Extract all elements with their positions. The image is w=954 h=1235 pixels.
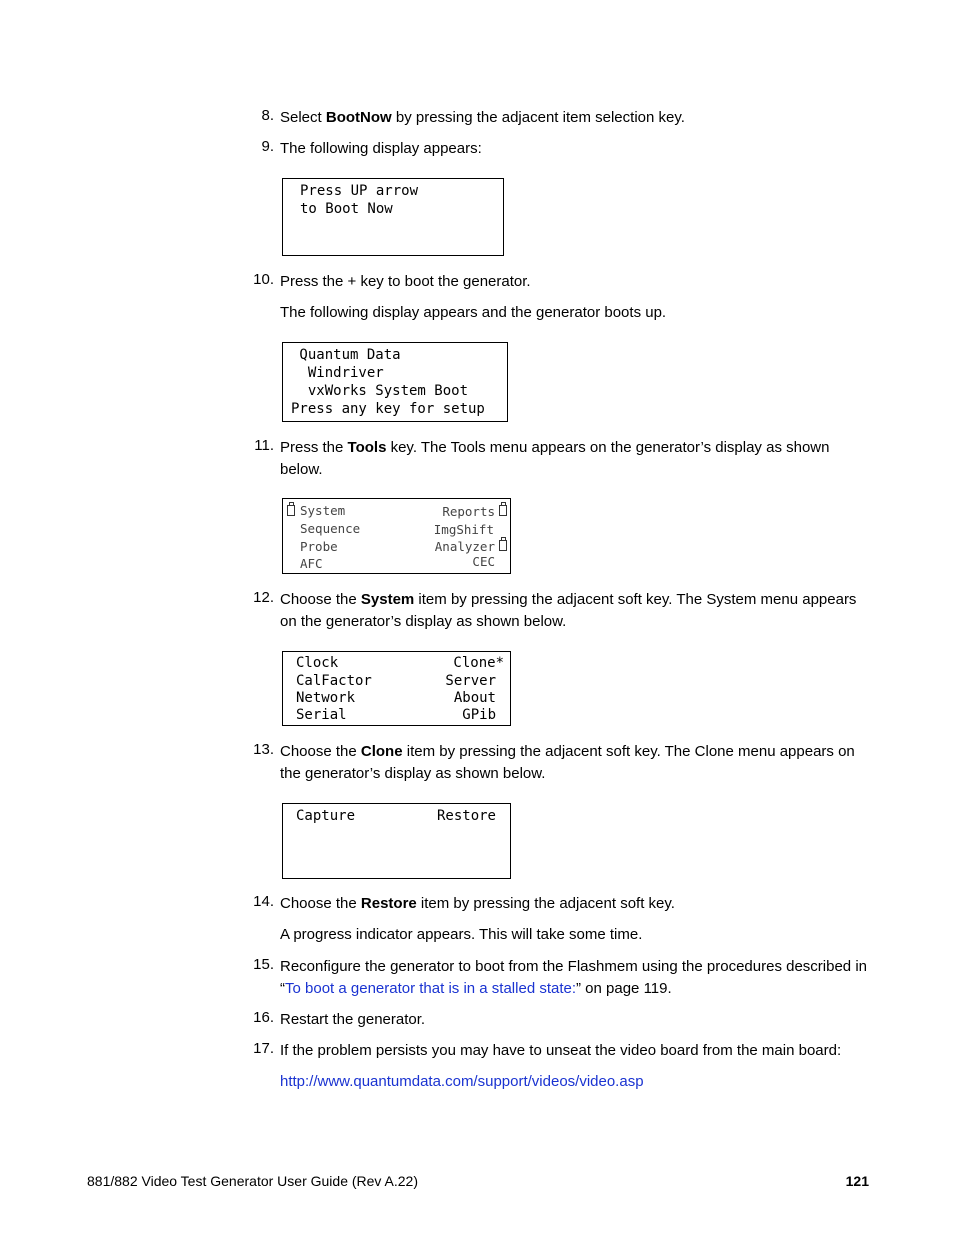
step-number: 8.: [261, 107, 274, 124]
menu-item-left: Network: [296, 690, 356, 706]
step-15-text: Reconfigure the generator to boot from the Flashmem using the procedures described in “To boot a generator that is in a stalled state:” on page 119.: [280, 958, 867, 997]
menu-item-right: Restore: [436, 808, 496, 824]
step-number: 15.: [253, 956, 274, 973]
menu-item-right: CEC: [472, 554, 495, 569]
submenu-icon: [287, 505, 295, 516]
menu-item-left: Clock: [296, 655, 339, 671]
menu-item-right: ImgShift: [433, 522, 494, 537]
menu-item-left: Sequence: [300, 521, 361, 536]
step-16-text: Restart the generator.: [280, 1011, 426, 1028]
submenu-icon: [499, 505, 507, 516]
step-11-text: Press the Tools key. The Tools menu appears on the generator’s display as shown below.: [280, 439, 830, 478]
video-url-line: [280, 1071, 870, 1093]
menu-item-left: Probe: [300, 539, 338, 554]
step-10-text: Press the + key to boot the generator.: [280, 273, 531, 290]
system-menu-display: [282, 651, 511, 726]
step-8-text: Select BootNow by pressing the adjacent item selection key.: [280, 109, 685, 126]
menu-item-right: Reports: [442, 504, 495, 519]
display-line: vxWorks System Boot: [291, 383, 469, 399]
menu-item-right: Clone*: [453, 655, 504, 671]
step-number: 16.: [253, 1009, 274, 1026]
step-number: 10.: [253, 271, 274, 288]
boot-prompt-display: [282, 178, 504, 256]
display-line: Press UP arrow: [300, 183, 419, 199]
menu-item-left: AFC: [300, 556, 323, 571]
submenu-icon: [499, 540, 507, 551]
cross-reference-link[interactable]: To boot a generator that is in a stalled state:: [285, 979, 577, 997]
display-line: to Boot Now: [300, 201, 393, 217]
step-10-subtext: The following display appears and the generator boots up.: [280, 304, 667, 321]
menu-item-right: GPib: [462, 707, 496, 723]
display-line: Press any key for setup: [291, 401, 485, 417]
step-number: 11.: [254, 437, 274, 454]
boot-screen-display: [282, 342, 508, 422]
step-17-text: If the problem persists you may have to unseat the video board from the main board:: [280, 1042, 842, 1059]
footer-title: 881/882 Video Test Generator User Guide (Rev A.22): [87, 1173, 419, 1189]
video-url-link[interactable]: http://www.quantumdata.com/support/videos/video.asp: [280, 1073, 644, 1090]
step-number: 12.: [253, 589, 274, 606]
step-number: 14.: [253, 893, 274, 910]
menu-item-right: Server: [445, 673, 496, 689]
step-13-text: Choose the Clone item by pressing the adjacent soft key. The Clone menu appears on the generator’s display as shown below.: [280, 743, 855, 782]
menu-item-right: Analyzer: [434, 539, 495, 554]
clone-menu-display: [282, 803, 511, 879]
step-12-text: Choose the System item by pressing the adjacent soft key. The System menu appears on the generator’s display as shown below.: [280, 591, 857, 630]
step-14-subtext: A progress indicator appears. This will take some time.: [280, 926, 643, 943]
step-number: 13.: [253, 741, 274, 758]
menu-item-right: About: [453, 690, 496, 706]
step-number: 9.: [261, 138, 274, 155]
step-14-text: Choose the Restore item by pressing the adjacent soft key.: [280, 895, 675, 912]
display-line: Windriver: [291, 365, 384, 381]
tools-menu-display: [282, 498, 511, 574]
step-number: 17.: [253, 1040, 274, 1057]
step-9-text: The following display appears:: [280, 140, 482, 157]
menu-item-left: Capture: [296, 808, 356, 824]
menu-item-left: Serial: [296, 707, 347, 723]
page-number: 121: [845, 1173, 869, 1189]
menu-item-left: CalFactor: [296, 673, 372, 689]
menu-item-left: System: [300, 503, 346, 518]
display-line: Quantum Data: [291, 347, 401, 363]
